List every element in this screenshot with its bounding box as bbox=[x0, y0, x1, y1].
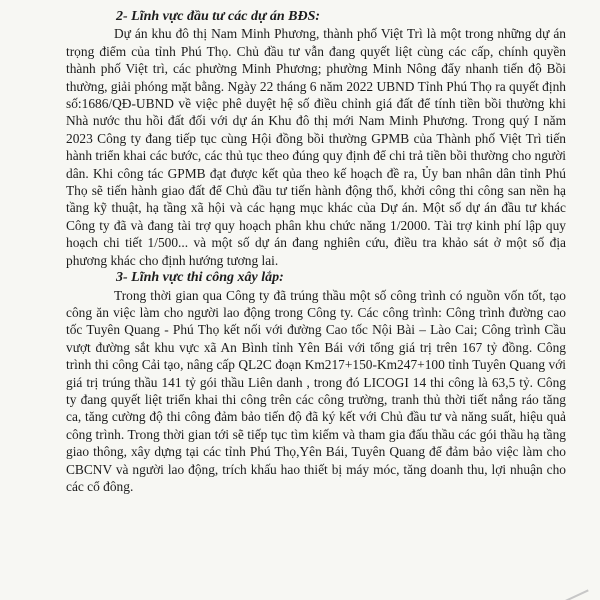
section-2-heading: 2- Lĩnh vực đầu tư các dự án BĐS: bbox=[116, 9, 321, 24]
section-2-paragraph: Dự án khu đô thị Nam Minh Phương, thành phố Việt Trì là một trong những dự án trọng điểm của tỉnh Phú Thọ. Chủ đầu tư vẫn đang quyết liệt cùng các cấp, chính quyền thành phố Việt trì, các phường Minh Phương; phường Minh Nông đẩy nhanh tiến độ Bồi thường, giải phóng mặt bằng. Ngày 22 tháng 6 năm 2022 UBND Tỉnh Phú Thọ ra quyết định số:1686/QĐ-UBND về việc phê duyệt hệ số điều chỉnh giá đất để tính tiền bồi thường khi Nhà nước thu hồi đất đối với dự án Khu đô thị mới Nam Minh Phương. Trong quý I năm 2023 Công ty đang tiếp tục cùng Hội đồng bồi thường GPMB của Thành phố Việt Trì tiến hành triển khai các bước, các thủ tục theo đúng quy định để chi trả tiền bồi thường cho người dân. Khi công tác GPMB đạt được kết qủa theo kế hoạch đề ra, Ủy ban nhân dân tỉnh Phú Thọ sẽ tiến hành giao đất để Chủ đầu tư tiến hành động thổ, khởi công thi công san nền hạ tầng kỹ thuật, hạ tầng xã hội và các hạng mục khác của Dự án. Một số dự án đầu tư khác Công ty đã và đang tài trợ quy hoạch phân khu chức năng 1/2000. Tài trợ kinh phí lập quy hoạch chi tiết 1/500... và một số dự án đang nghiên cứu, điều tra khảo sát ở một số địa phương khác cho định hướng tương lai. bbox=[66, 26, 566, 268]
document-body bbox=[66, 8, 566, 495]
scan-edge-mark bbox=[557, 582, 588, 600]
section-3-heading: 3- Lĩnh vực thi công xây lắp: bbox=[116, 270, 284, 286]
section-3-paragraph: Trong thời gian qua Công ty đã trúng thầu một số công trình có nguồn vốn tốt, tạo công ăn việc làm cho người lao động trong Công ty. Các công trình: Công trình đường cao tốc Tuyên Quang - Phú Thọ kết nối với đường Cao tốc Nội Bài – Lào Cai; Công trình Cầu vượt đường sắt khu vực xã An Bình tỉnh Yên Bái với tổng giá trị trên 167 tỷ đồng. Công trình thi công Cải tạo, nâng cấp QL2C đoạn Km217+150-Km247+100 tỉnh Tuyên Quang với giá trị trúng thầu 141 tỷ gói thầu Liên danh , trong đó LICOGI 14 thi công là 63,5 tỷ. Công ty đang quyết liệt triển khai thi công trên các công trường, tranh thủ thời tiết nắng ráo tăng ca, tăng cường độ thi công đảm bảo tiến độ đã ký kết với Chủ đầu tư và năng suất, hiệu quả công trình. Trong thời gian tới sẽ tiếp tục tìm kiếm và tham gia đấu thầu các gói thầu hạ tầng giao thông, xây dựng tại các tỉnh Phú Thọ,Yên Bái, Tuyên Quang để đảm bảo việc làm cho CBCNV và người lao động, trích khấu hao thiết bị máy móc, tăng doanh thu, lợi nhuận cho các cổ đông. bbox=[66, 287, 566, 494]
